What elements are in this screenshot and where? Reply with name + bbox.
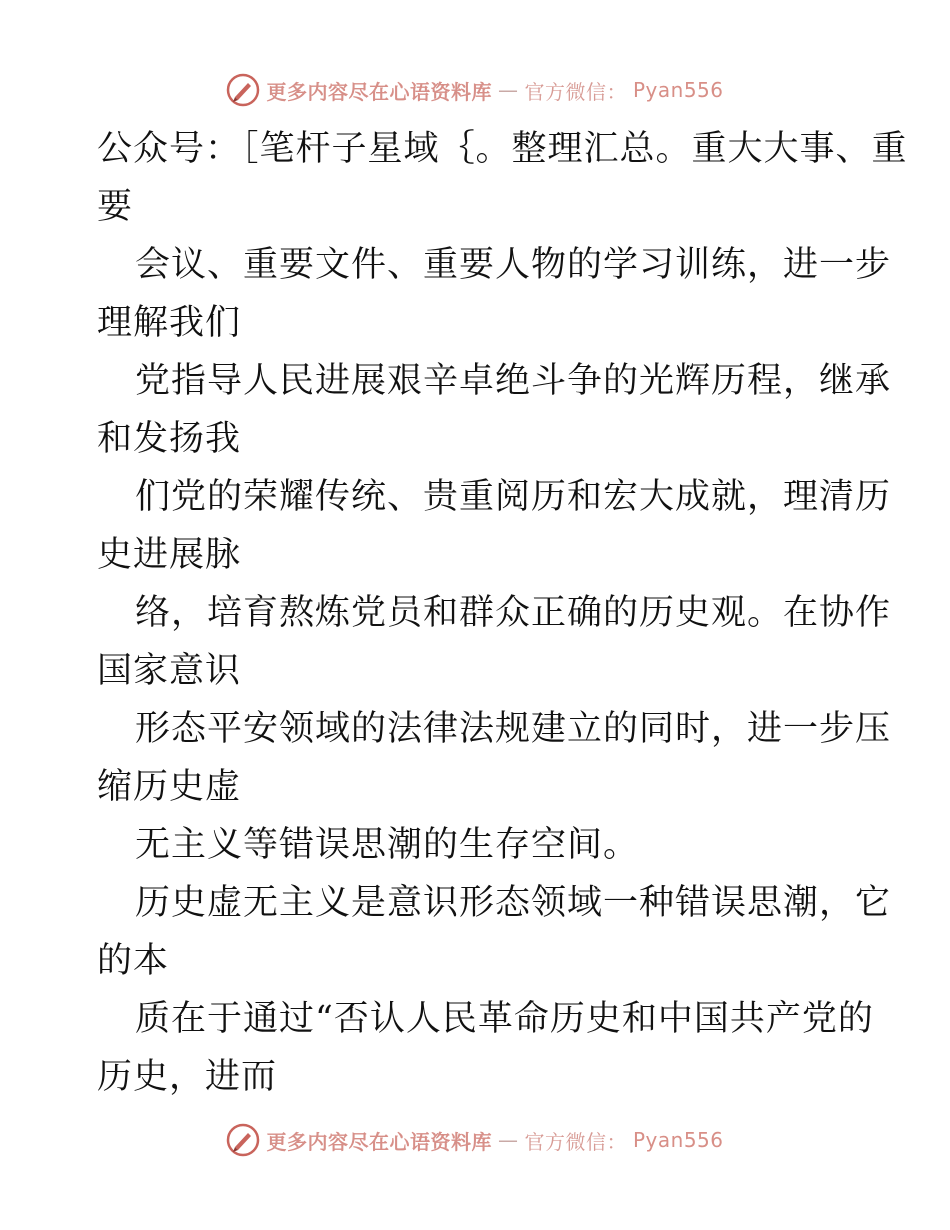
watermark-brand: 更多内容尽在心语资料库 <box>266 1129 492 1154</box>
watermark-wechat-label: 官方微信： <box>524 1129 627 1154</box>
body-line: 质在于通过“否认人民革命历史和中国共产党的 <box>135 999 874 1039</box>
body-line: 和发扬我 <box>97 419 242 459</box>
body-line: 国家意识 <box>97 651 242 691</box>
body-line: 络，培育熬炼党员和群众正确的历史观。在协作 <box>135 593 892 633</box>
watermark-brand: 更多内容尽在心语资料库 <box>266 79 492 104</box>
body-line: 公众号：［笔杆子星域｛。整理汇总。重大大事、重 <box>97 129 908 169</box>
watermark-wechat-label: 官方微信： <box>524 79 627 104</box>
watermark-wechat-id: Pyan556 <box>632 78 724 102</box>
pen-logo-icon <box>226 1123 260 1157</box>
body-line: 们党的荣耀传统、贵重阅历和宏大成就，理清历 <box>135 477 892 517</box>
body-line: 形态平安领域的法律法规建立的同时，进一步压 <box>135 709 892 749</box>
body-line: 会议、重要文件、重要人物的学习训练，进一步 <box>135 245 892 285</box>
body-line: 无主义等错误思潮的生存空间。 <box>135 825 640 865</box>
watermark-separator: — <box>497 1128 519 1152</box>
body-line: 史进展脉 <box>97 535 242 575</box>
header-watermark <box>0 72 950 108</box>
footer-watermark <box>0 1122 950 1158</box>
body-line: 缩历史虚 <box>97 767 242 807</box>
body-line: 理解我们 <box>97 303 242 343</box>
watermark-wechat-id: Pyan556 <box>632 1128 724 1152</box>
body-line: 的本 <box>97 941 170 981</box>
pen-logo-icon <box>226 73 260 107</box>
document-body <box>97 120 908 1106</box>
body-line: 要 <box>97 187 134 227</box>
watermark-separator: — <box>497 78 519 102</box>
body-line: 历史虚无主义是意识形态领域一种错误思潮，它 <box>135 883 892 923</box>
body-line: 党指导人民进展艰辛卓绝斗争的光辉历程，继承 <box>135 361 892 401</box>
body-line: 历史，进而 <box>97 1057 278 1097</box>
